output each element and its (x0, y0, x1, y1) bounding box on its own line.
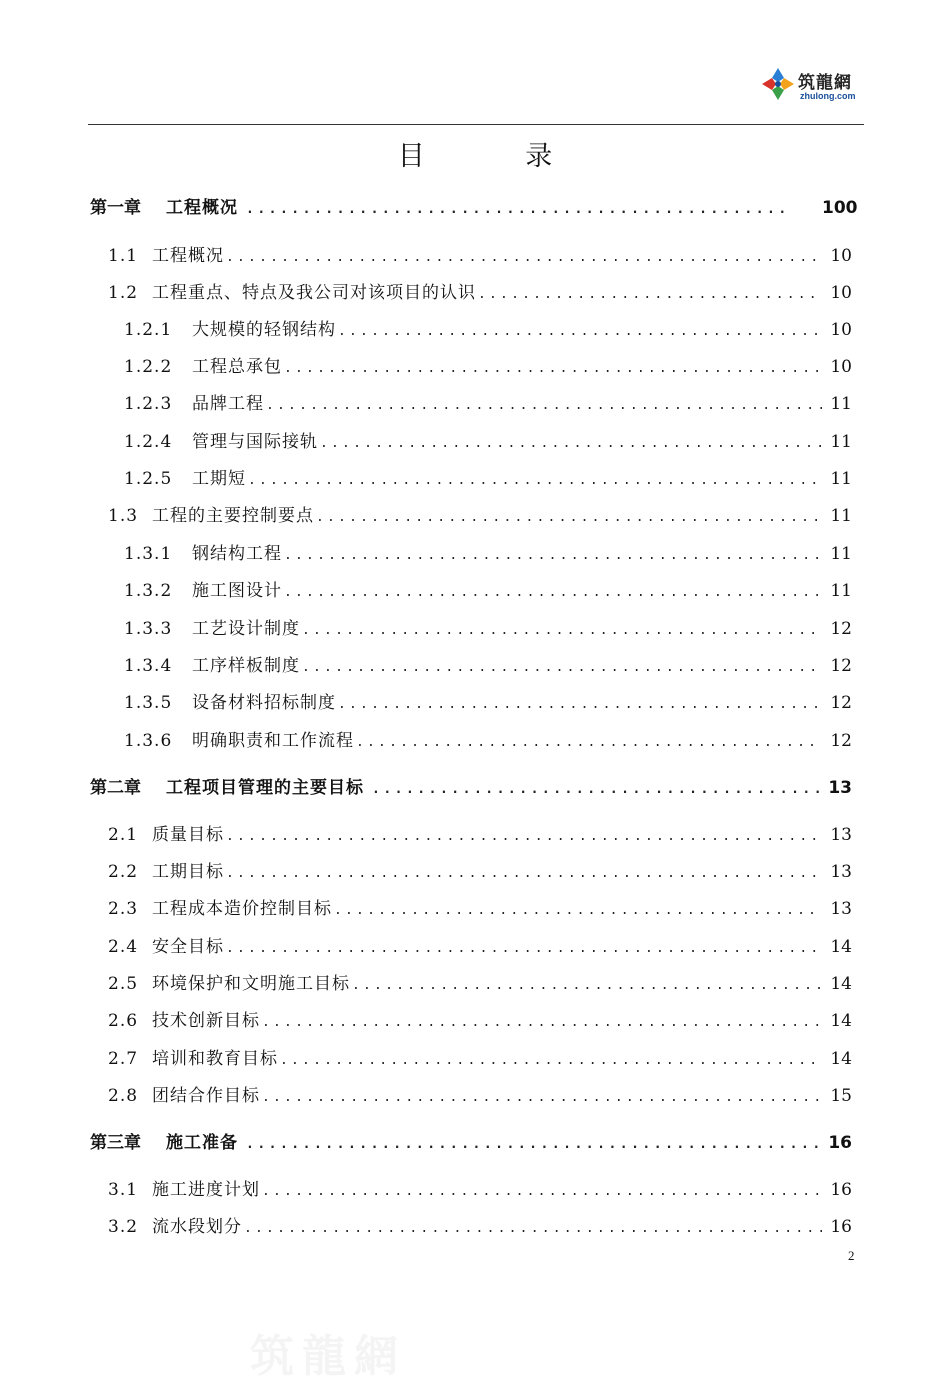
toc-entry-title: 工程的主要控制要点 (152, 506, 314, 526)
toc-entry-title: 设备材料招标制度 (192, 693, 336, 713)
zhulong-emblem-icon (760, 66, 796, 102)
toc-entry-number: 第一章 (90, 198, 141, 218)
toc-leader-dots (246, 202, 792, 217)
toc-chapter-entry[interactable] (90, 773, 852, 799)
toc-entry-page: 10 (830, 357, 852, 377)
toc-entry-number: 2.2 (108, 862, 139, 882)
toc-chapter-entry[interactable] (90, 193, 858, 219)
toc-entry[interactable] (90, 1081, 852, 1107)
page-title: 目 录 (397, 141, 599, 172)
toc-entry-title: 钢结构工程 (192, 544, 282, 564)
toc-entry-page: 10 (830, 246, 852, 266)
toc-entry-number: 1.3.4 (124, 656, 173, 676)
toc-entry-title: 工期短 (192, 469, 246, 489)
toc-leader-dots (372, 782, 822, 797)
toc-leader-dots (226, 866, 822, 881)
toc-entry-page: 13 (830, 825, 852, 845)
toc-entry[interactable] (90, 726, 852, 752)
toc-entry-number: 1.3.1 (124, 544, 173, 564)
toc-leader-dots (226, 250, 822, 265)
toc-leader-dots (262, 1090, 822, 1105)
toc-leader-dots (302, 660, 822, 675)
toc-leader-dots (226, 829, 822, 844)
toc-leader-dots (226, 941, 822, 956)
toc-entry-number: 1.2.4 (124, 432, 173, 452)
logo-chinese-text: 筑龍網 (798, 73, 852, 93)
toc-entry[interactable] (90, 1044, 852, 1070)
toc-entry[interactable] (90, 539, 852, 565)
toc-entry-number: 2.1 (108, 825, 139, 845)
toc-entry-title: 施工准备 (166, 1133, 238, 1153)
toc-entry-title: 工艺设计制度 (192, 619, 300, 639)
toc-entry[interactable] (90, 614, 852, 640)
toc-entry-title: 工程成本造价控制目标 (152, 899, 332, 919)
toc-entry-page: 15 (830, 1086, 852, 1106)
toc-entry-title: 大规模的轻钢结构 (192, 320, 336, 340)
toc-entry-number: 1.3.6 (124, 731, 173, 751)
toc-entry-title: 管理与国际接轨 (192, 432, 318, 452)
toc-entry-number: 第三章 (90, 1133, 141, 1153)
toc-entry-page: 10 (830, 283, 852, 303)
toc-leader-dots (338, 324, 822, 339)
toc-entry[interactable] (90, 315, 852, 341)
toc-entry-title: 质量目标 (152, 825, 224, 845)
toc-leader-dots (266, 398, 822, 413)
toc-entry-page: 11 (830, 432, 852, 452)
toc-entry-number: 1.3.3 (124, 619, 173, 639)
toc-entry-title: 工程项目管理的主要目标 (166, 778, 364, 798)
toc-entry-title: 工程总承包 (192, 357, 282, 377)
toc-leader-dots (262, 1015, 822, 1030)
toc-entry-page: 16 (828, 1133, 852, 1153)
toc-entry-page: 12 (830, 731, 852, 751)
toc-leader-dots (320, 436, 822, 451)
zhulong-logo (760, 66, 870, 106)
toc-entry-page: 16 (830, 1180, 852, 1200)
toc-entry-number: 1.2.1 (124, 320, 173, 340)
toc-leader-dots (352, 978, 822, 993)
toc-entry-number: 1.2 (108, 283, 139, 303)
toc-entry[interactable] (90, 464, 852, 490)
toc-entry-title: 工期目标 (152, 862, 224, 882)
toc-entry-title: 品牌工程 (192, 394, 264, 414)
toc-entry-title: 施工图设计 (192, 581, 282, 601)
toc-entry-number: 1.3.5 (124, 693, 173, 713)
toc-entry-number: 2.3 (108, 899, 139, 919)
toc-entry-page: 13 (830, 862, 852, 882)
toc-entry[interactable] (90, 576, 852, 602)
toc-leader-dots (284, 585, 822, 600)
toc-entry-number: 第二章 (90, 778, 141, 798)
toc-entry[interactable] (90, 857, 852, 883)
toc-leader-dots (284, 361, 822, 376)
toc-leader-dots (338, 697, 822, 712)
watermark: 筑龍網 (250, 1331, 406, 1382)
header-rule (88, 124, 864, 125)
toc-leader-dots (244, 1221, 822, 1236)
logo-domain-text: zhulong.com (800, 91, 856, 101)
toc-leader-dots (478, 287, 822, 302)
page-number: 2 (848, 1248, 855, 1263)
toc-entry-page: 10 (830, 320, 852, 340)
toc-entry[interactable] (90, 932, 852, 958)
toc-leader-dots (356, 735, 822, 750)
toc-entry-page: 11 (830, 469, 852, 489)
toc-entry[interactable] (90, 427, 852, 453)
toc-entry-number: 1.2.5 (124, 469, 173, 489)
toc-entry[interactable] (90, 651, 852, 677)
toc-entry-page: 12 (830, 693, 852, 713)
toc-entry[interactable] (90, 1175, 852, 1201)
toc-entry[interactable] (90, 688, 852, 714)
toc-leader-dots (246, 1137, 822, 1152)
toc-entry[interactable] (90, 278, 852, 304)
toc-leader-dots (280, 1053, 822, 1068)
toc-entry[interactable] (90, 820, 852, 846)
toc-entry[interactable] (90, 1006, 852, 1032)
toc-entry-title: 明确职责和工作流程 (192, 731, 354, 751)
toc-entry-page: 12 (830, 619, 852, 639)
toc-chapter-entry[interactable] (90, 1128, 852, 1154)
toc-entry-number: 1.1 (108, 246, 139, 266)
toc-entry-number: 2.7 (108, 1049, 139, 1069)
toc-entry-page: 16 (830, 1217, 852, 1237)
toc-entry[interactable] (90, 969, 852, 995)
toc-leader-dots (302, 623, 822, 638)
toc-leader-dots (334, 903, 822, 918)
toc-entry-page: 12 (830, 656, 852, 676)
toc-entry-title: 工程重点、特点及我公司对该项目的认识 (152, 283, 476, 303)
toc-entry[interactable] (90, 894, 852, 920)
toc-entry-title: 施工进度计划 (152, 1180, 260, 1200)
toc-entry-number: 3.2 (108, 1217, 139, 1237)
toc-entry-page: 11 (830, 506, 852, 526)
toc-entry-page: 14 (830, 1049, 852, 1069)
toc-entry-number: 2.6 (108, 1011, 139, 1031)
toc-entry[interactable] (90, 389, 852, 415)
toc-entry-number: 2.5 (108, 974, 139, 994)
toc-entry-page: 14 (830, 974, 852, 994)
toc-entry[interactable] (90, 352, 852, 378)
toc-entry-title: 技术创新目标 (152, 1011, 260, 1031)
toc-entry-title: 培训和教育目标 (152, 1049, 278, 1069)
toc-entry-number: 1.3 (108, 506, 139, 526)
toc-entry[interactable] (90, 241, 852, 267)
toc-entry-title: 流水段划分 (152, 1217, 242, 1237)
toc-entry-page: 11 (830, 394, 852, 414)
toc-entry-page: 100 (822, 198, 858, 218)
toc-entry[interactable] (90, 501, 852, 527)
toc-entry-title: 环境保护和文明施工目标 (152, 974, 350, 994)
toc-entry-number: 2.8 (108, 1086, 139, 1106)
toc-entry-page: 13 (828, 778, 852, 798)
toc-entry-title: 工程概况 (166, 198, 238, 218)
toc-entry-page: 11 (830, 581, 852, 601)
toc-leader-dots (262, 1184, 822, 1199)
toc-leader-dots (316, 510, 822, 525)
toc-entry-number: 1.2.3 (124, 394, 173, 414)
toc-entry-title: 工程概况 (152, 246, 224, 266)
toc-leader-dots (248, 473, 822, 488)
toc-entry-number: 2.4 (108, 937, 139, 957)
toc-entry-number: 3.1 (108, 1180, 139, 1200)
toc-entry-title: 团结合作目标 (152, 1086, 260, 1106)
toc-entry-number: 1.3.2 (124, 581, 173, 601)
toc-entry-title: 安全目标 (152, 937, 224, 957)
toc-entry-page: 11 (830, 544, 852, 564)
toc-entry-number: 1.2.2 (124, 357, 173, 377)
toc-entry[interactable] (90, 1212, 852, 1238)
toc-entry-title: 工序样板制度 (192, 656, 300, 676)
toc-entry-page: 14 (830, 937, 852, 957)
toc-entry-page: 13 (830, 899, 852, 919)
toc-entry-page: 14 (830, 1011, 852, 1031)
toc-leader-dots (284, 548, 822, 563)
